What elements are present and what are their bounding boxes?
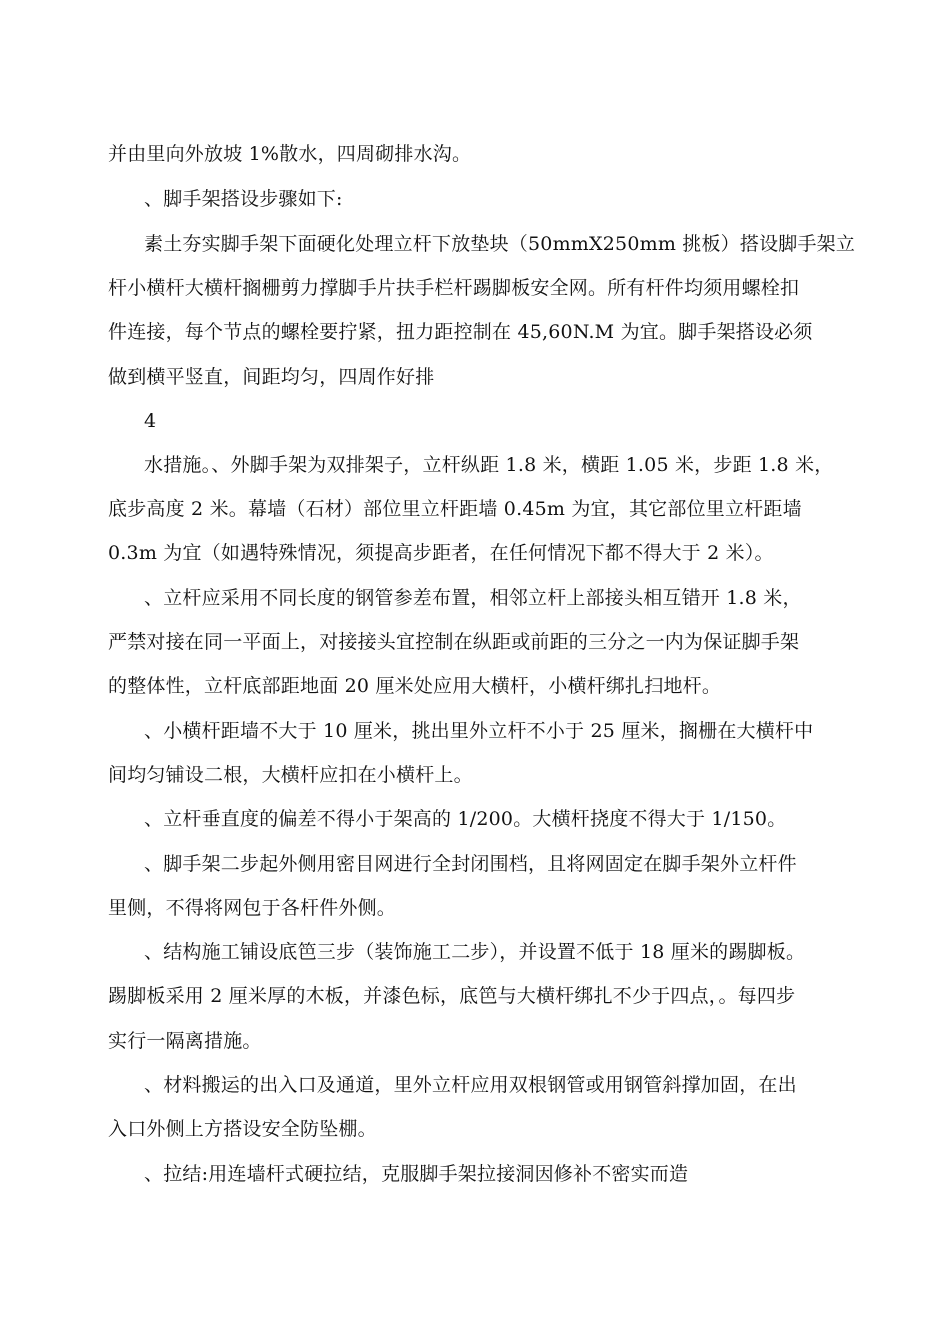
text-line: 入口外侧上方搭设安全防坠棚。 — [108, 1118, 377, 1140]
text-line: 做到横平竖直，间距均匀，四周作好排 — [108, 366, 435, 388]
text-line: 底步高度 2 米。幕墙（石材）部位里立杆距墙 0.45m 为宜，其它部位里立杆距墙 — [108, 498, 802, 520]
text-line: 水措施。、外脚手架为双排架子，立杆纵距 1.8 米，横距 1.05 米，步距 1.8 米， — [144, 454, 834, 476]
text-line: 严禁对接在同一平面上，对接接头宜控制在纵距或前距的三分之一内为保证脚手架 — [108, 631, 800, 653]
text-line: 的整体性，立杆底部距地面 20 厘米处应用大横杆，小横杆绑扎扫地杆。 — [108, 675, 722, 697]
text-line: 踢脚板采用 2 厘米厚的木板，并漆色标，底笆与大横杆绑扎不少于四点，。每四步 — [108, 985, 796, 1007]
text-line: 0.3m 为宜（如遇特殊情况，须提高步距者，在任何情况下都不得大于 2 米）。 — [108, 542, 774, 564]
text-line: 实行一隔离措施。 — [108, 1030, 262, 1052]
text-line: 、脚手架二步起外侧用密目网进行全封闭围档，且将网固定在脚手架外立杆件 — [144, 853, 797, 875]
text-line: 、立杆应采用不同长度的钢管参差布置，相邻立杆上部接头相互错开 1.8 米， — [144, 587, 802, 609]
text-line: 间均匀铺设二根，大横杆应扣在小横杆上。 — [108, 764, 473, 786]
text-line: 杆小横杆大横杆搁栅剪力撑脚手片扶手栏杆踢脚板安全网。所有杆件均须用螺栓扣 — [108, 277, 800, 299]
text-line: 、小横杆距墙不大于 10 厘米，挑出里外立杆不小于 25 厘米，搁栅在大横杆中 — [144, 720, 814, 742]
text-line: 、材料搬运的出入口及通道，里外立杆应用双根钢管或用钢管斜撑加固，在出 — [144, 1074, 797, 1096]
section-heading: 、脚手架搭设步骤如下: — [144, 188, 343, 210]
text-line: 素土夯实脚手架下面硬化处理立杆下放垫块（50mmX250mm 挑板）搭设脚手架立 — [144, 233, 856, 255]
text-line: 并由里向外放坡 1%散水，四周砌排水沟。 — [108, 143, 472, 165]
text-line: 、拉结:用连墙杆式硬拉结，克服脚手架拉接洞因修补不密实而造 — [144, 1163, 689, 1185]
page-number: 4 — [144, 410, 157, 432]
text-line: 、结构施工铺设底笆三步（装饰施工二步），并设置不低于 18 厘米的踢脚板。 — [144, 941, 806, 963]
text-line: 件连接，每个节点的螺栓要拧紧，扭力距控制在 45,60N.M 为宜。脚手架搭设必须 — [108, 321, 813, 343]
text-line: 里侧，不得将网包于各杆件外侧。 — [108, 897, 397, 919]
text-line: 、立杆垂直度的偏差不得小于架高的 1/200。大横杆挠度不得大于 1/150。 — [144, 808, 787, 830]
